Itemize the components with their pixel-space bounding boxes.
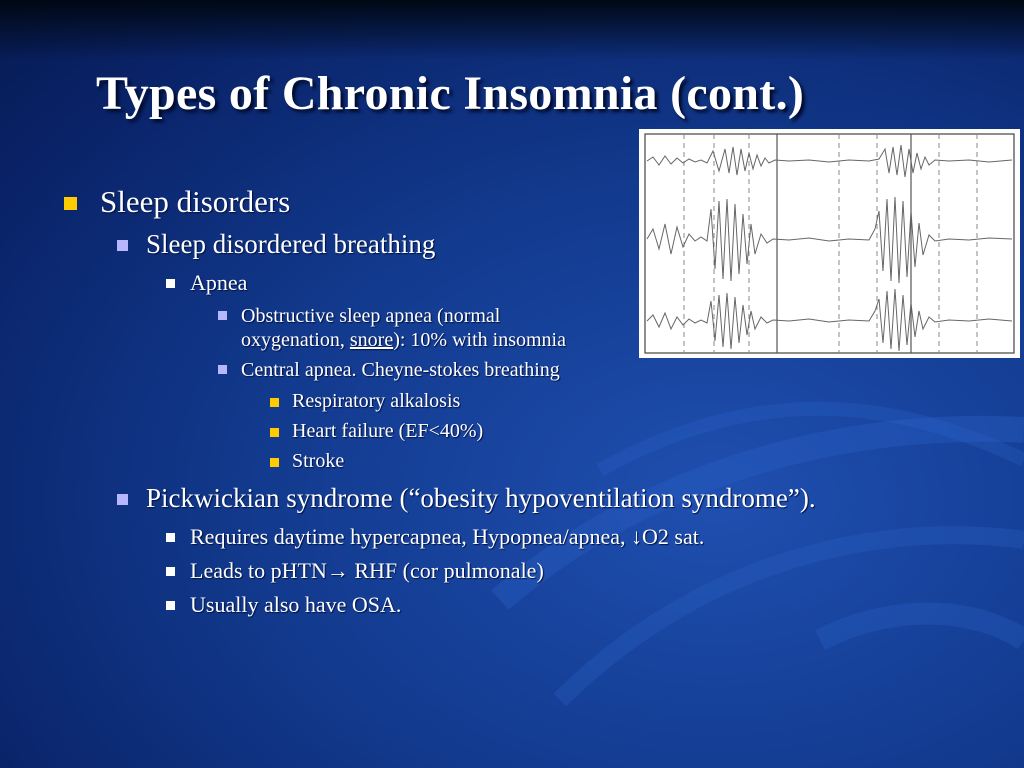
bullet-sleep-disordered-breathing — [146, 229, 435, 260]
polysomnography-figure — [639, 129, 1020, 358]
bullet-stroke — [292, 450, 344, 473]
bullet-pickwickian — [146, 483, 816, 514]
bullet-text: Sleep disorders — [100, 184, 291, 219]
bullet-text: Usually also have OSA. — [190, 592, 402, 617]
osa-text-post: ): 10% with insomnia — [393, 329, 566, 351]
bullet-usually — [190, 592, 401, 618]
square-bullet-icon — [270, 458, 279, 467]
square-bullet-icon — [218, 365, 227, 374]
bullet-sleep-disorders — [100, 184, 290, 220]
bullet-text: Sleep disordered breathing — [146, 229, 436, 259]
leads-text-post: RHF (cor pulmonale) — [348, 558, 544, 583]
bullet-text-line2 — [241, 328, 566, 352]
bullet-text-line1: Obstructive sleep apnea (normal — [241, 305, 501, 327]
bullet-text: Central apnea. Cheyne-stokes breathing — [241, 359, 560, 381]
square-bullet-icon — [166, 567, 175, 576]
bullet-text: Requires daytime hypercapnea, Hypopnea/apnea, ↓O2 sat. — [190, 524, 705, 549]
leads-text-pre: Leads to pHTN — [190, 558, 327, 583]
bullet-text: Heart failure (EF<40%) — [292, 420, 484, 442]
bullet-obstructive-sleep-apnea — [241, 304, 566, 352]
square-bullet-icon — [117, 240, 128, 251]
bullet-respiratory-alkalosis — [292, 390, 460, 413]
bullet-requires — [190, 524, 704, 550]
bullet-text: Apnea — [190, 270, 248, 295]
square-bullet-icon — [166, 279, 175, 288]
square-bullet-icon — [166, 533, 175, 542]
square-bullet-icon — [166, 601, 175, 610]
bullet-text: Pickwickian syndrome (“obesity hypoventilation syndrome”). — [146, 483, 816, 513]
square-bullet-icon — [270, 428, 279, 437]
bullet-leads-to — [190, 558, 544, 584]
slide-title: Types of Chronic Insomnia (cont.) — [96, 67, 805, 120]
right-arrow-icon: → — [326, 558, 349, 583]
square-bullet-icon — [64, 197, 77, 210]
bullet-text: Stroke — [292, 450, 345, 472]
bullet-text: Respiratory alkalosis — [292, 390, 461, 412]
bullet-apnea — [190, 270, 247, 296]
snore-link[interactable]: snore — [349, 329, 394, 351]
square-bullet-icon — [117, 494, 128, 505]
bullet-central-apnea — [241, 358, 560, 382]
osa-text-pre: oxygenation, — [241, 329, 350, 351]
polysomnography-trace-icon — [639, 129, 1020, 358]
square-bullet-icon — [270, 398, 279, 407]
square-bullet-icon — [218, 311, 227, 320]
bullet-heart-failure — [292, 420, 483, 443]
